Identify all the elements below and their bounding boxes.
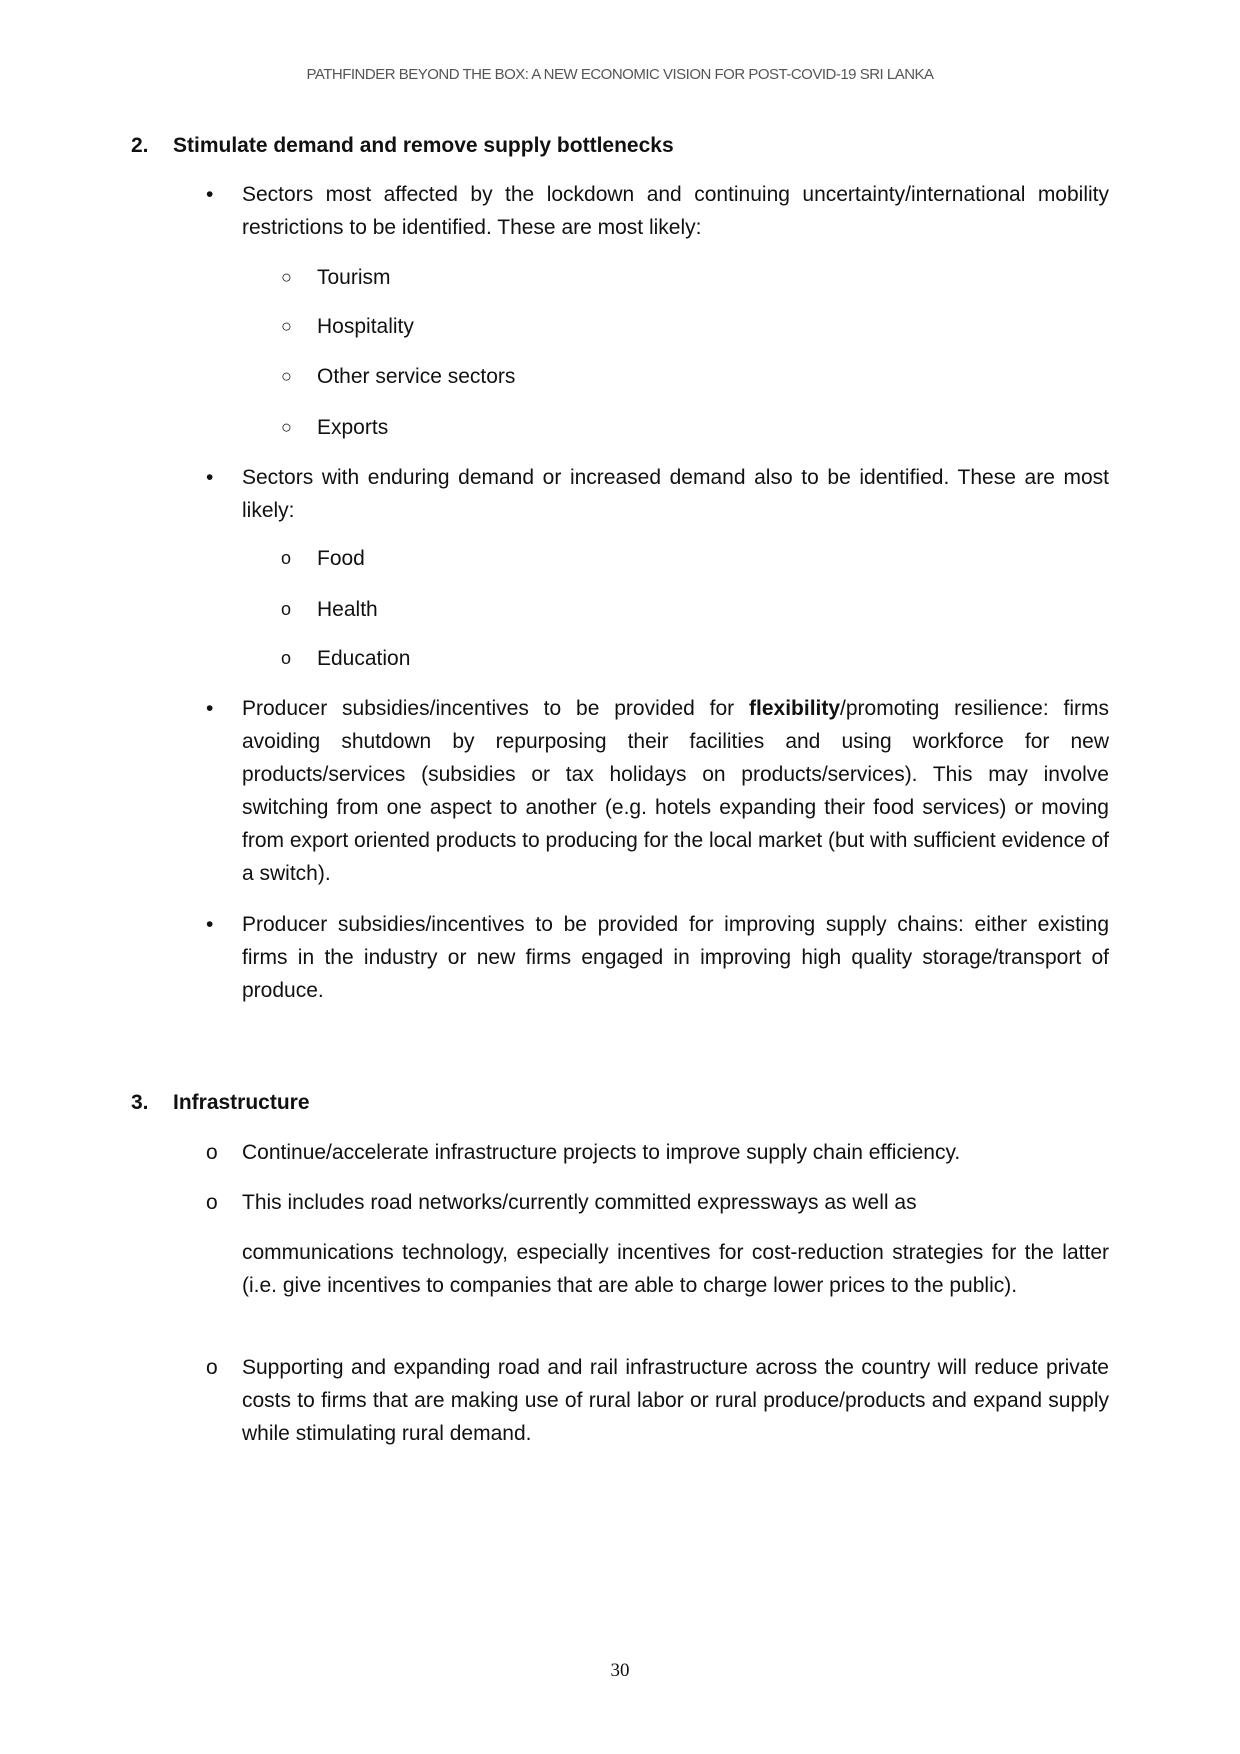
bullet-text: Supporting and expanding road and rail infrastructure across the country will reduce private costs to firms that are making use of rural labor or rural produce/products and expand supply while stimulating rural demand. [242, 1356, 1109, 1445]
list-item: Health [317, 598, 378, 621]
o-bullet-icon: o [206, 1356, 218, 1379]
section-number: 2. [131, 134, 149, 157]
circle-bullet-icon: ○ [281, 417, 292, 437]
bullet-text [242, 692, 1109, 890]
text: Producer subsidies/incentives to be provided for [242, 697, 750, 720]
circle-bullet-icon: ○ [281, 316, 292, 336]
section-heading: Stimulate demand and remove supply bottlenecks [173, 134, 674, 157]
text: /promoting resilience: firms avoiding shutdown by repurposing their facilities and using workforce for new products/services (subsidies or tax holidays on products/services). This may involve switching from one aspect to another (e.g. hotels expanding their food services) or moving from export oriented products to producing for the local market (but with sufficient evidence of a switch). [242, 697, 1109, 885]
bullet-text: Continue/accelerate infrastructure projects to improve supply chain efficiency. [242, 1141, 961, 1164]
list-item: Hospitality [317, 315, 414, 338]
section-number: 3. [131, 1091, 149, 1114]
bold-term: flexibility [749, 697, 841, 720]
bullet-text: Sectors most affected by the lockdown and continuing uncertainty/international mobility restrictions to be identified. These are most likely: [242, 183, 1109, 239]
bullet-icon: • [206, 913, 214, 936]
o-bullet-icon: o [206, 1141, 218, 1164]
bullet-text: Producer subsidies/incentives to be provided for improving supply chains: either existing firms in the industry or new firms engaged in improving high quality storage/transport of produce. [242, 913, 1109, 1002]
o-bullet-icon: o [281, 648, 292, 668]
o-bullet-icon: o [281, 548, 292, 568]
list-item: Tourism [317, 266, 391, 289]
bullet-text: Sectors with enduring demand or increased demand also to be identified. These are most likely: [242, 466, 1109, 522]
circle-bullet-icon: ○ [281, 267, 292, 287]
page-number: 30 [610, 1660, 630, 1681]
list-item: Food [317, 547, 365, 570]
bullet-icon: • [206, 466, 214, 489]
list-item: Education [317, 647, 411, 670]
bullet-icon: • [206, 183, 214, 206]
bullet-text: This includes road networks/currently committed expressways as well as [242, 1191, 917, 1214]
list-item: Other service sectors [317, 365, 516, 388]
section-heading: Infrastructure [173, 1091, 310, 1114]
circle-bullet-icon: ○ [281, 366, 292, 386]
paragraph: communications technology, especially incentives for cost-reduction strategies for the latter (i.e. give incentives to companies that are able to charge lower prices to the public). [242, 1241, 1109, 1297]
bullet-icon: • [206, 697, 214, 720]
o-bullet-icon: o [281, 599, 292, 619]
o-bullet-icon: o [206, 1191, 218, 1214]
running-header: PATHFINDER BEYOND THE BOX: A NEW ECONOMIC VISION FOR POST-COVID-19 SRI LANKA [306, 66, 934, 83]
list-item: Exports [317, 416, 389, 439]
